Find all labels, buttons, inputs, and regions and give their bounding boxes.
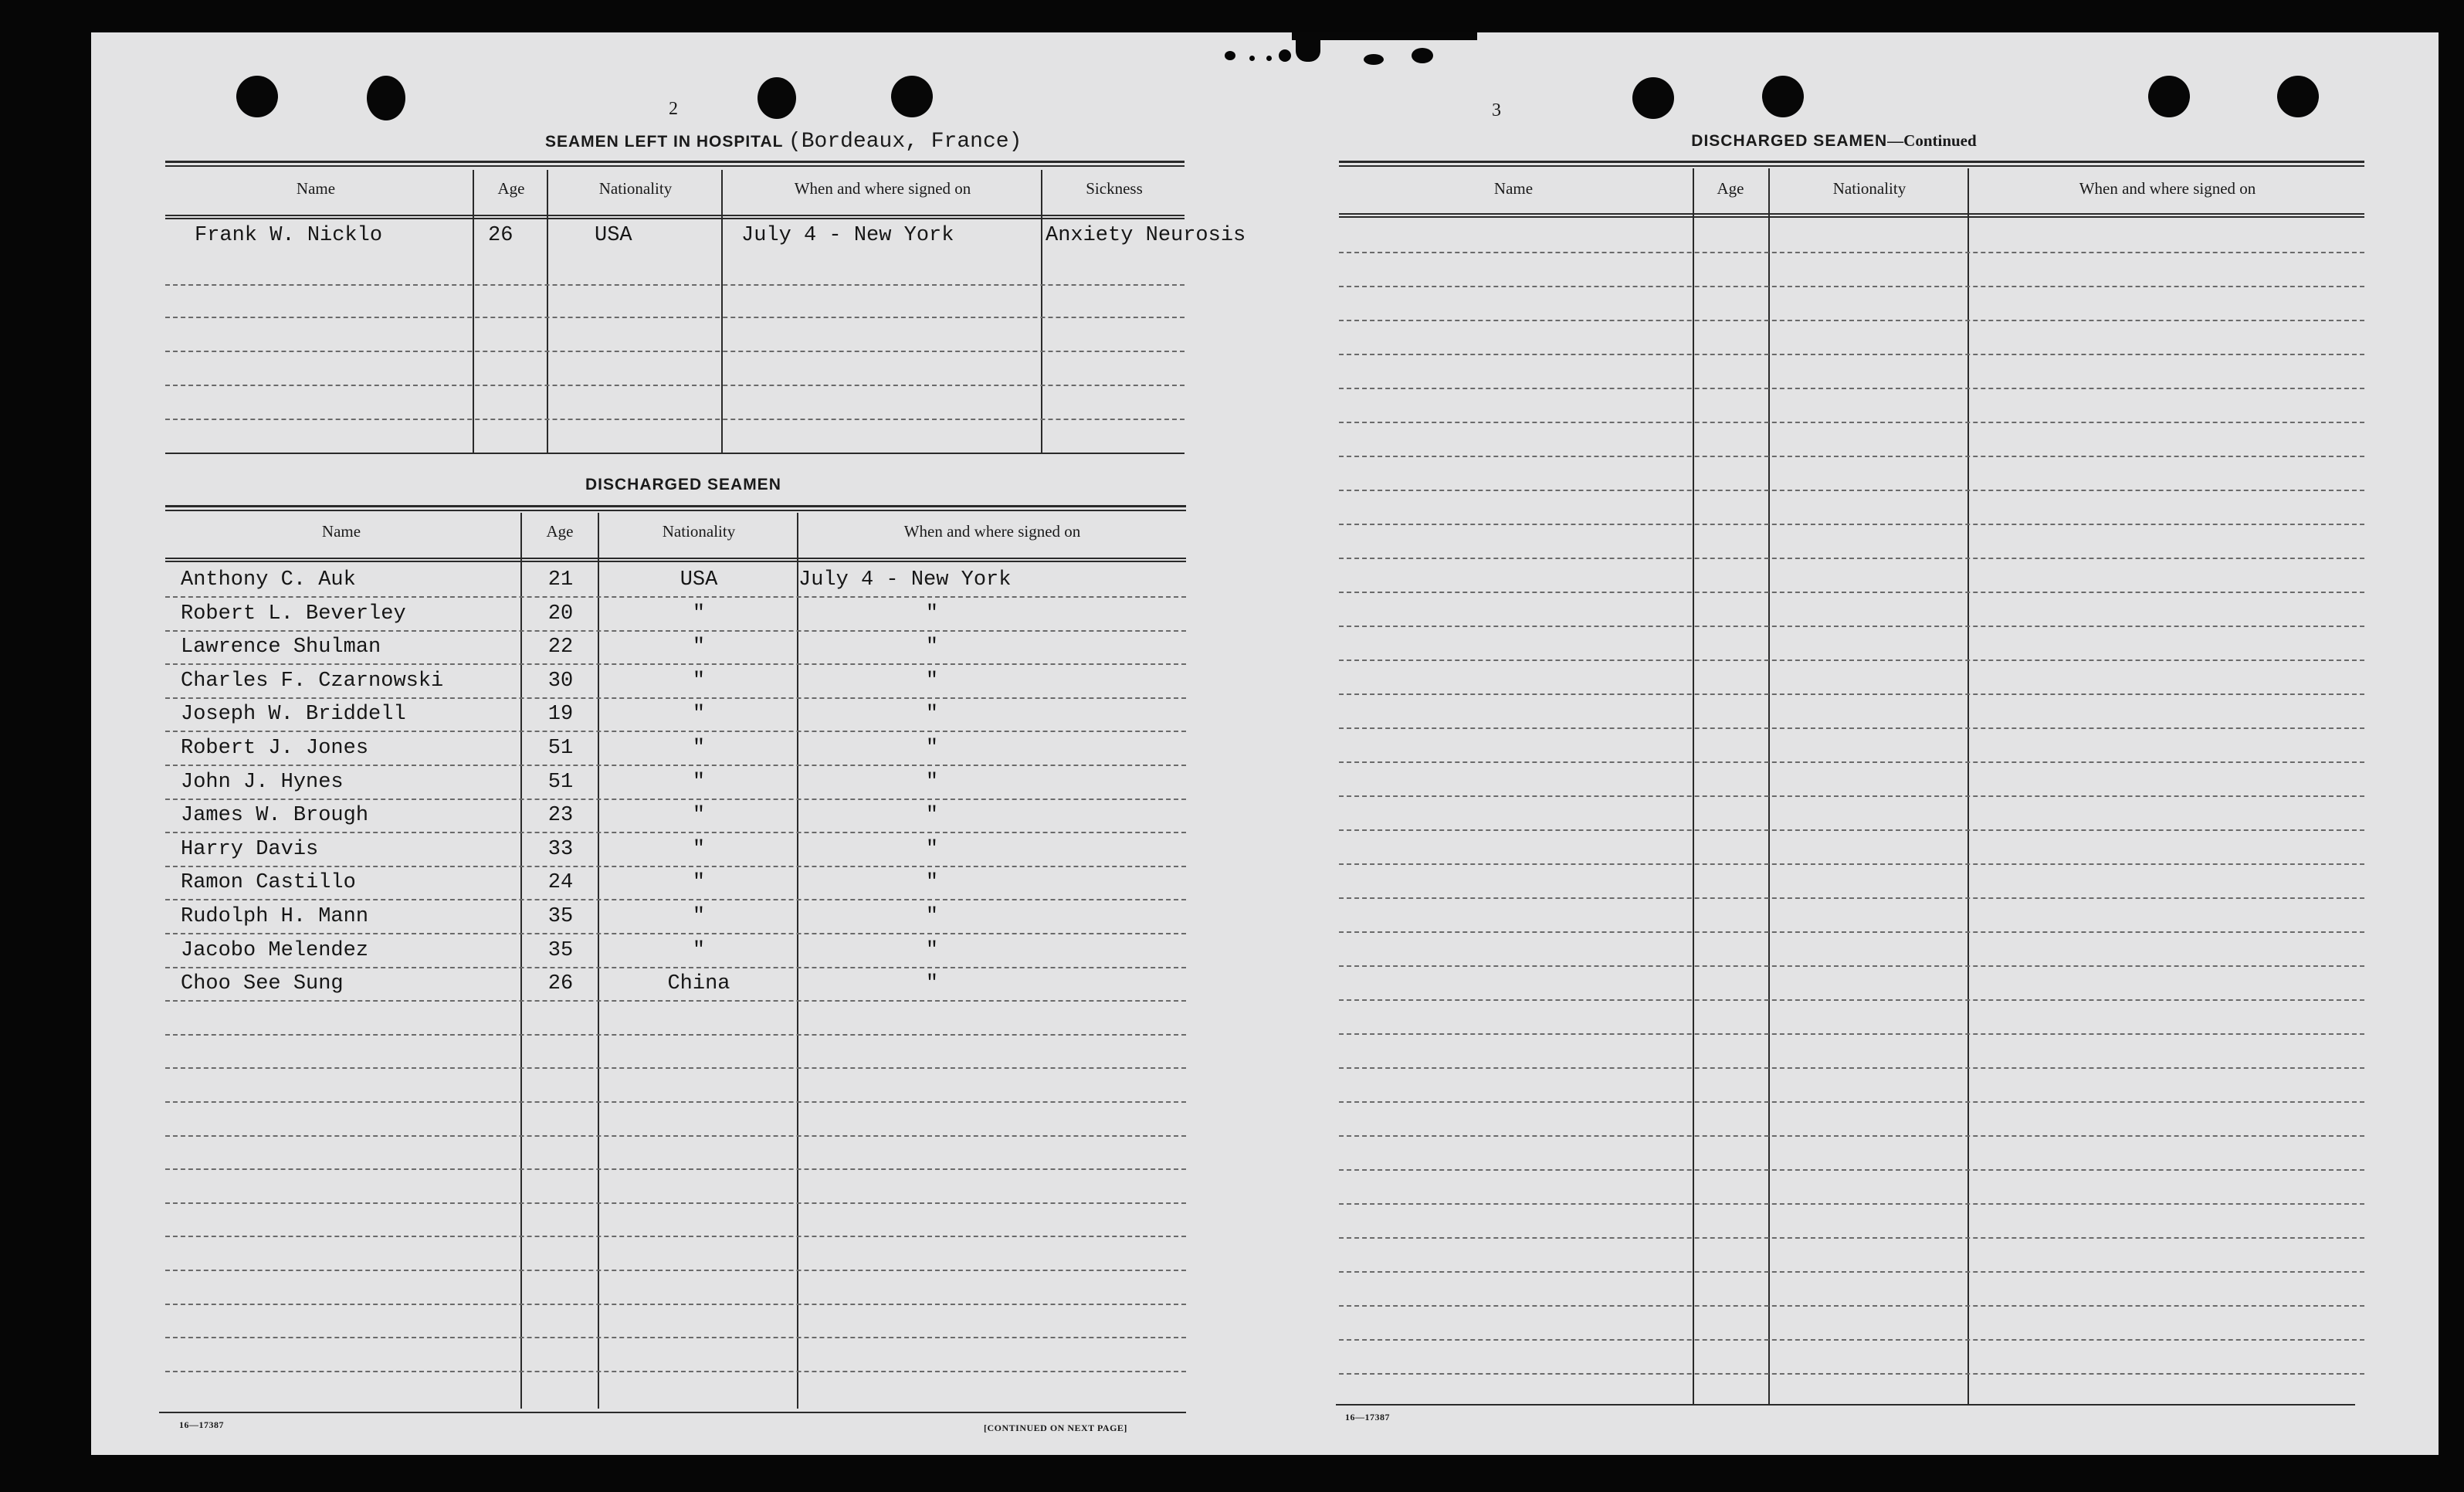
row-line <box>165 1304 1186 1305</box>
hospital-header-rule-2 <box>165 218 1185 219</box>
row-line <box>1339 693 2364 695</box>
discharged-row-name: John J. Hynes <box>181 770 344 794</box>
discharged-row-nationality: " <box>692 669 706 693</box>
row-line <box>1339 354 2364 355</box>
row-line <box>165 731 1186 732</box>
row-line <box>1339 558 2364 559</box>
discharged-row-signed-on: " <box>925 837 939 861</box>
continued-col-age: Age <box>1717 179 1744 198</box>
row-line <box>165 284 1185 286</box>
continued-header-rule-2 <box>1339 216 2364 218</box>
discharged-row-name: Robert L. Beverley <box>181 602 406 626</box>
row-line <box>1339 1101 2364 1103</box>
discharged-col-divider <box>598 513 599 1409</box>
discharged-row-name: Anthony C. Auk <box>181 568 356 592</box>
row-line <box>165 1371 1186 1372</box>
discharged-row-age: 22 <box>547 636 574 660</box>
row-line <box>165 1202 1186 1204</box>
discharged-row-nationality: China <box>667 972 730 996</box>
row-line <box>165 1236 1186 1237</box>
row-line <box>1339 965 2364 967</box>
hospital-col-sickness: Sickness <box>1086 179 1143 198</box>
form-number: 16—17387 <box>1345 1412 1390 1422</box>
left-page <box>91 32 1265 1455</box>
row-line <box>1339 422 2364 423</box>
row-line <box>165 1067 1186 1069</box>
discharged-row-age: 24 <box>547 871 574 895</box>
discharged-row-signed-on: " <box>925 602 939 626</box>
row-line <box>165 967 1186 968</box>
row-line <box>1339 320 2364 321</box>
discharged-row-signed-on: " <box>925 905 939 928</box>
discharged-row-nationality: " <box>692 837 706 861</box>
discharged-row-signed-on: " <box>925 972 939 996</box>
discharged-col-divider <box>520 513 522 1409</box>
hospital-col-nationality: Nationality <box>598 179 673 198</box>
discharged-row-name: Rudolph H. Mann <box>181 905 369 928</box>
continued-col-nationality: Nationality <box>1832 179 1906 198</box>
discharged-row-nationality: USA <box>680 568 718 592</box>
discharged-row-signed-on: " <box>925 669 939 693</box>
hospital-row-nationality: USA <box>595 224 632 247</box>
form-number: 16—17387 <box>179 1419 224 1430</box>
discharged-row-name: Harry Davis <box>181 837 319 861</box>
row-line <box>1339 1135 2364 1137</box>
manifest-sheet <box>91 32 2439 1455</box>
row-line <box>165 1337 1186 1338</box>
row-line <box>165 697 1186 699</box>
discharged-header-rule-2 <box>165 561 1186 562</box>
row-line <box>1339 1237 2364 1239</box>
discharged-row-nationality: " <box>692 804 706 828</box>
discharged-row-name: Jacobo Melendez <box>181 938 369 962</box>
row-line <box>1339 252 2364 253</box>
hospital-row-sickness: Anxiety Neurosis <box>1046 224 1246 247</box>
discharged-row-signed-on: " <box>925 938 939 962</box>
discharged-row-nationality: " <box>692 737 706 760</box>
hospital-section-title <box>545 130 1022 154</box>
row-line <box>165 899 1186 900</box>
hospital-col-divider <box>473 170 474 453</box>
discharged-row-name: Lawrence Shulman <box>181 636 381 660</box>
row-line <box>1339 456 2364 457</box>
discharged-row-signed-on: " <box>925 804 939 828</box>
discharged-row-nationality: " <box>692 636 706 660</box>
discharged-row-age: 21 <box>547 568 574 592</box>
discharged-row-signed-on: July 4 - New York <box>798 568 1012 592</box>
row-line <box>1339 863 2364 865</box>
hospital-row-signed-on: July 4 - New York <box>741 224 954 247</box>
row-line <box>1339 660 2364 661</box>
discharged-row-signed-on: " <box>925 703 939 727</box>
row-line <box>1339 829 2364 831</box>
hospital-col-divider <box>721 170 723 453</box>
discharged-row-name: Joseph W. Briddell <box>181 703 406 727</box>
discharged-table-top-rule <box>165 505 1186 511</box>
right-page <box>1265 32 2439 1455</box>
row-line <box>1339 592 2364 593</box>
row-line <box>1339 1339 2364 1341</box>
discharged-row-age: 35 <box>547 938 574 962</box>
hospital-col-name: Name <box>296 179 336 198</box>
discharged-row-age: 51 <box>547 737 574 760</box>
discharged-section-title: DISCHARGED SEAMEN <box>585 476 781 493</box>
discharged-table-bottom-rule <box>159 1412 1186 1413</box>
hospital-table-top-rule <box>165 161 1185 167</box>
row-line <box>1339 524 2364 525</box>
discharged-row-age: 23 <box>547 804 574 828</box>
row-line <box>1339 1373 2364 1375</box>
continued-col-name: Name <box>1493 179 1534 198</box>
discharged-row-nationality: " <box>692 703 706 727</box>
discharged-row-signed-on: " <box>925 770 939 794</box>
row-line <box>1339 286 2364 287</box>
discharged-continued-title-text: DISCHARGED SEAMEN <box>1691 132 1888 150</box>
continued-note: [CONTINUED ON NEXT PAGE] <box>984 1422 1127 1433</box>
row-line <box>165 630 1186 632</box>
discharged-row-name: Robert J. Jones <box>181 737 369 760</box>
discharged-row-age: 35 <box>547 905 574 928</box>
row-line <box>1339 388 2364 389</box>
row-line <box>165 419 1185 420</box>
row-line <box>165 596 1186 598</box>
discharged-row-name: Ramon Castillo <box>181 871 356 895</box>
continued-table-bottom-rule <box>1336 1404 2355 1406</box>
row-line <box>1339 490 2364 491</box>
row-line <box>1339 1033 2364 1035</box>
discharged-col-nationality: Nationality <box>662 522 736 541</box>
row-line <box>165 832 1186 833</box>
row-line <box>165 799 1186 800</box>
discharged-row-age: 20 <box>547 602 574 626</box>
discharged-row-nationality: " <box>692 871 706 895</box>
discharged-row-nationality: " <box>692 602 706 626</box>
row-line <box>1339 1271 2364 1273</box>
discharged-row-age: 33 <box>547 837 574 861</box>
row-line <box>1339 1169 2364 1171</box>
row-line <box>1339 727 2364 729</box>
discharged-row-name: Choo See Sung <box>181 972 344 996</box>
discharged-row-nationality: " <box>692 938 706 962</box>
discharged-row-age: 19 <box>547 703 574 727</box>
row-line <box>165 317 1185 318</box>
hospital-title-text: SEAMEN LEFT IN HOSPITAL <box>545 133 784 151</box>
discharged-row-signed-on: " <box>925 737 939 760</box>
row-line <box>1339 999 2364 1001</box>
discharged-col-age: Age <box>546 522 574 541</box>
hospital-col-divider <box>1041 170 1042 453</box>
continued-suffix: —Continued <box>1887 131 1977 150</box>
hospital-row-name: Frank W. Nicklo <box>195 224 383 247</box>
discharged-col-name: Name <box>321 522 361 541</box>
discharged-continued-title <box>1339 131 2329 151</box>
continued-table-top-rule <box>1339 161 2364 167</box>
row-line <box>165 1270 1186 1271</box>
discharged-row-age: 30 <box>547 669 574 693</box>
row-line <box>1339 626 2364 627</box>
hospital-col-signed-on: When and where signed on <box>794 179 971 198</box>
hospital-row-age: 26 <box>488 224 513 247</box>
hospital-col-age: Age <box>497 179 525 198</box>
discharged-row-signed-on: " <box>925 871 939 895</box>
discharged-row-name: James W. Brough <box>181 804 369 828</box>
row-line <box>165 1034 1186 1036</box>
discharged-header-rule <box>165 558 1186 559</box>
row-line <box>165 385 1185 386</box>
row-line <box>1339 1203 2364 1205</box>
discharged-col-signed-on: When and where signed on <box>903 522 1081 541</box>
row-line <box>1339 795 2364 797</box>
hospital-table-bottom-rule <box>165 453 1185 454</box>
discharged-row-age: 51 <box>547 770 574 794</box>
page-number: 3 <box>1492 100 1501 120</box>
row-line <box>1339 1305 2364 1307</box>
discharged-row-signed-on: " <box>925 636 939 660</box>
hospital-col-divider <box>547 170 548 453</box>
hospital-header-rule <box>165 215 1185 216</box>
row-line <box>165 1000 1186 1002</box>
row-line <box>1339 761 2364 763</box>
continued-header-rule <box>1339 213 2364 215</box>
hospital-location: (Bordeaux, France) <box>788 130 1022 154</box>
row-line <box>165 351 1185 352</box>
row-line <box>165 933 1186 934</box>
row-line <box>165 1101 1186 1103</box>
row-line <box>165 765 1186 766</box>
row-line <box>165 866 1186 867</box>
discharged-row-age: 26 <box>547 972 574 996</box>
row-line <box>165 663 1186 665</box>
row-line <box>1339 1067 2364 1069</box>
continued-col-signed-on: When and where signed on <box>2079 179 2256 198</box>
discharged-row-nationality: " <box>692 770 706 794</box>
discharged-row-nationality: " <box>692 905 706 928</box>
page-number: 2 <box>669 99 678 119</box>
row-line <box>1339 931 2364 933</box>
row-line <box>1339 897 2364 899</box>
row-line <box>165 1135 1186 1137</box>
row-line <box>165 1168 1186 1170</box>
discharged-row-name: Charles F. Czarnowski <box>181 669 444 693</box>
